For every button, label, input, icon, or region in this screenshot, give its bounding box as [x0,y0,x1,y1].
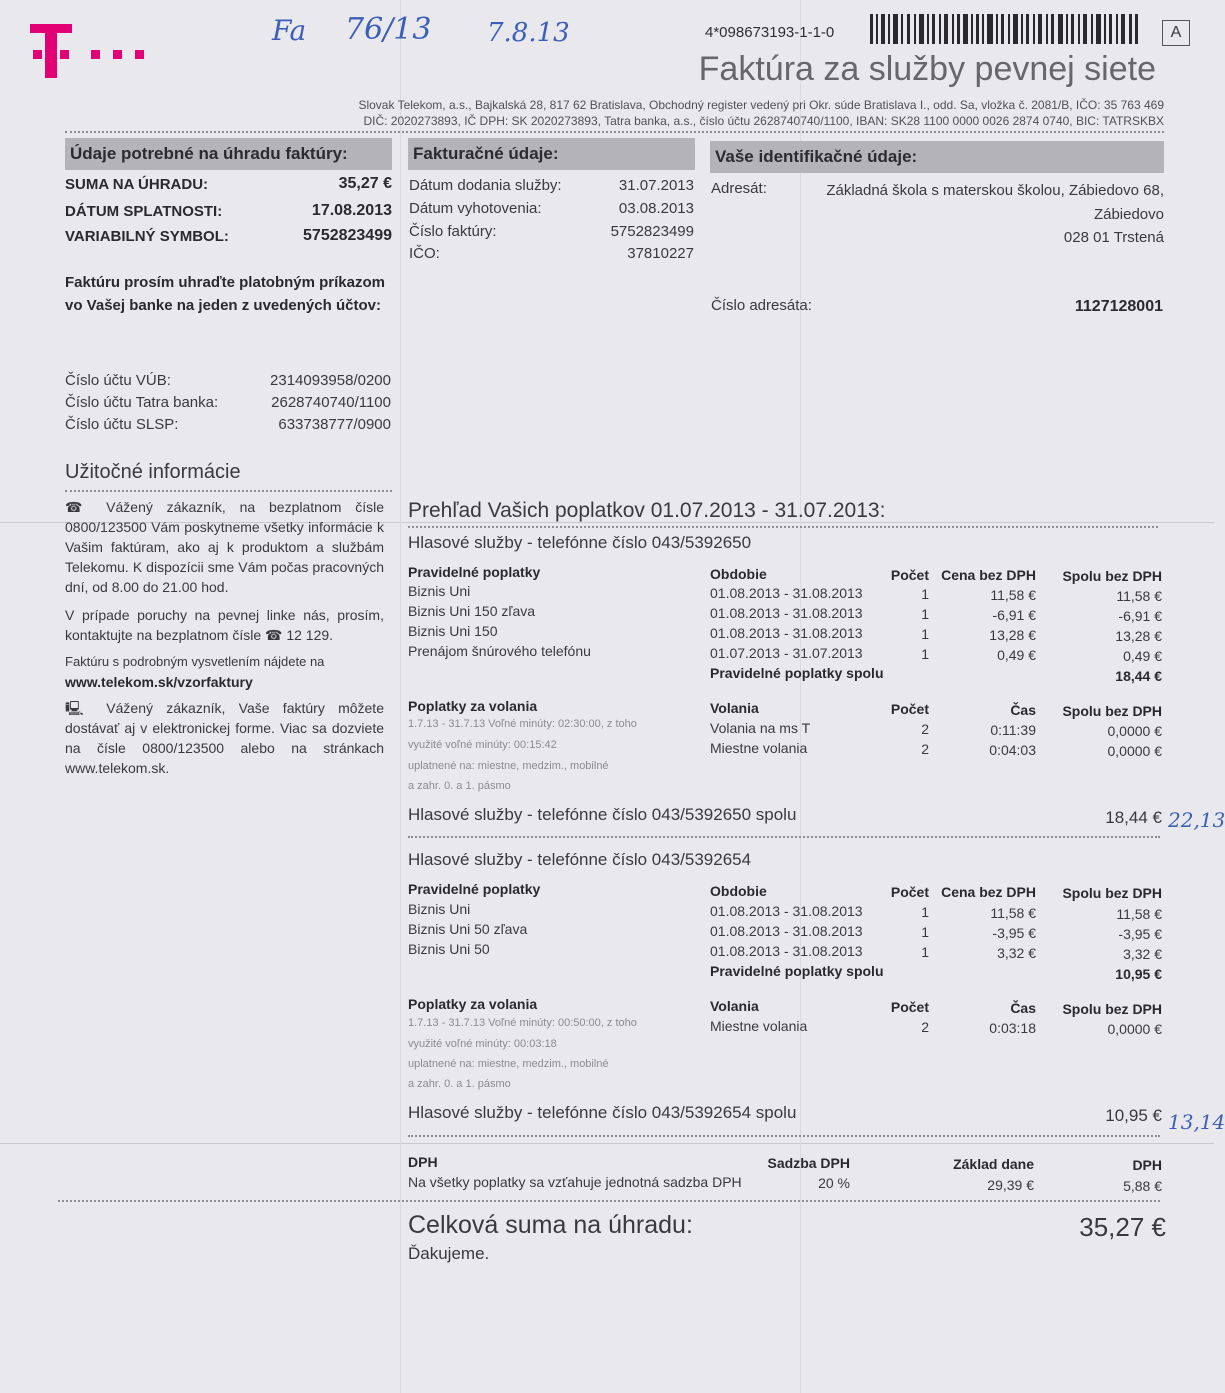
fee-period: 01.08.2013 - 31.08.2013 [710,625,863,641]
variable-symbol-value: 5752823499 [303,227,392,244]
vat-base: 29,39 € [987,1177,1034,1193]
col-header: Spolu bez DPH [1062,568,1162,584]
handwritten-note: Fa [272,14,307,47]
due-date-label: DÁTUM SPLATNOSTI: [65,203,223,220]
line-total-label: Hlasové služby - telefónne číslo 043/5392650 spolu [408,805,797,824]
call-time: 0:11:39 [990,722,1036,738]
fee-count: 1 [921,606,929,622]
phone-line-title: Hlasové služby - telefónne číslo 043/5392654 [408,850,752,869]
due-date-value: 17.08.2013 [311,202,392,219]
addressee-line: Zábiedovo [1093,206,1164,223]
fee-name: Biznis Uni [408,901,471,917]
col-header: Cena bez DPH [941,884,1036,900]
fee-total: 0,49 € [1123,648,1162,664]
col-header: Spolu bez DPH [1062,1001,1162,1017]
thanks-text: Ďakujeme. [408,1244,490,1263]
billing-label: Dátum dodania služby: [409,177,562,194]
free-minutes-note: a zahr. 0. a 1. pásmo [408,1078,511,1090]
fee-count: 1 [921,586,929,602]
vat-amount: 5,88 € [1123,1178,1162,1194]
call-type: Miestne volania [710,740,808,756]
vat-base-header: Základ dane [953,1156,1034,1172]
regular-total-label: Pravidelné poplatky spolu [710,665,884,681]
variable-symbol-label: VARIABILNÝ SYMBOL: [65,228,229,245]
identity-section-heading: Vaše identifikačné údaje: [710,141,1164,173]
fee-period: 01.08.2013 - 31.08.2013 [710,585,863,601]
sum-value: 35,27 € [338,175,392,192]
fee-period: 01.07.2013 - 31.07.2013 [710,645,863,661]
col-header: Počet [890,701,929,717]
calls-heading: Poplatky za volania [408,698,538,714]
separator [408,836,1160,838]
fee-total: 13,28 € [1115,628,1162,644]
billing-label: IČO: [409,245,440,262]
free-minutes-note: a zahr. 0. a 1. pásmo [408,780,511,792]
fee-price: -6,91 € [992,607,1036,623]
fee-price: 3,32 € [997,945,1036,961]
company-info-line: Slovak Telekom, a.s., Bajkalská 28, 817 62 Bratislava, Obchodný register vedený pri Okr. súde Bratislava I., odd. Sa, vložka č. 2081/B, IČO: 35 763 469 [358,98,1164,112]
call-total: 0,0000 € [1107,1021,1162,1037]
regular-total-label: Pravidelné poplatky spolu [710,963,884,979]
fee-name: Biznis Uni 50 zľava [408,921,528,937]
fee-total: -6,91 € [1118,608,1162,624]
free-minutes-note: uplatnené na: miestne, medzim., mobilné [408,760,609,772]
sum-label: SUMA NA ÚHRADU: [65,176,209,193]
info-paragraph: 🖳 Vážený zákazník, Vaše faktúry môžete dostávať aj v elektronickej forme. Viac sa dozviete na čísle 0800/123500 alebo na stránkach www.telekom.sk. [65,700,384,776]
company-info-line: DIČ: 2020273893, IČ DPH: SK 2020273893, Tatra banka, a.s., číslo účtu 2628740740/1100, IBAN: SK28 1100 0000 0026 2874 0740, BIC: TATRSKBX [363,114,1164,128]
fee-count: 1 [921,626,929,642]
addressee-line: Základná škola s materskou školou, Zábiedovo 68, [826,182,1164,199]
fee-price: -3,95 € [992,925,1036,941]
call-count: 2 [921,1019,929,1035]
billing-value: 03.08.2013 [618,200,694,217]
free-minutes-note: 1.7.13 - 31.7.13 Voľné minúty: 02:30:00, z toho [408,718,637,730]
barcode [870,14,1140,44]
fee-count: 1 [921,646,929,662]
call-time: 0:04:03 [989,742,1036,758]
account-number: 2314093958/0200 [270,372,391,389]
separator [408,526,1158,528]
billing-label: Dátum vyhotovenia: [409,200,542,217]
fee-name: Biznis Uni 150 zľava [408,603,536,619]
col-header: Čas [1010,702,1036,718]
col-header: Cena bez DPH [941,567,1036,583]
fee-period: 01.08.2013 - 31.08.2013 [710,943,863,959]
grand-total-label: Celková suma na úhradu: [408,1211,693,1239]
line-total-value: 18,44 € [1105,808,1162,827]
account-number: 633738777/0900 [278,416,391,433]
col-header: Spolu bez DPH [1062,885,1162,901]
fee-price: 11,58 € [990,587,1036,603]
fee-price: 11,58 € [990,905,1036,921]
telekom-logo [30,24,145,84]
fee-period: 01.08.2013 - 31.08.2013 [710,923,863,939]
addressee-number-value: 1127128001 [1074,298,1163,315]
fee-total: 11,58 € [1116,588,1162,604]
separator [58,1200,1160,1202]
call-type: Volania na ms T [710,720,811,736]
vat-amount-header: DPH [1132,1157,1162,1173]
col-header: Počet [890,567,929,583]
grand-total-value: 35,27 € [1079,1212,1166,1242]
addressee-number-label: Číslo adresáta: [711,297,812,314]
fee-period: 01.08.2013 - 31.08.2013 [710,605,863,621]
free-minutes-note: využité voľné minúty: 00:03:18 [408,1038,557,1050]
billing-value: 31.07.2013 [618,177,694,194]
vat-rate: 20 % [818,1175,850,1191]
col-header: Počet [890,884,929,900]
free-minutes-note: uplatnené na: miestne, medzim., mobilné [408,1058,609,1070]
free-minutes-note: využité voľné minúty: 00:15:42 [408,739,557,751]
fee-name: Prenájom šnúrového telefónu [408,643,591,659]
call-time: 0:03:18 [989,1020,1036,1036]
col-header: Pravidelné poplatky [408,881,541,897]
separator [65,131,1164,133]
call-total: 0,0000 € [1107,723,1162,739]
call-count: 2 [921,721,929,737]
account-number: 2628740740/1100 [271,394,391,411]
col-header: Spolu bez DPH [1062,703,1162,719]
handwritten-date: 7.8.13 [487,18,570,48]
account-label: Číslo účtu SLSP: [65,416,179,433]
payment-instruction: Faktúru prosím uhraďte platobným príkazom [65,274,385,291]
col-header: Obdobie [710,883,767,899]
col-header: Pravidelné poplatky [408,564,541,580]
vat-note: Na všetky poplatky sa vzťahuje jednotná sadzba DPH [408,1174,742,1190]
paper-fold [400,0,401,1393]
fee-total: 3,32 € [1123,946,1162,962]
vzorfaktury-link[interactable]: www.telekom.sk/vzorfaktury [65,674,253,690]
paper-fold [0,1143,1214,1144]
billing-value: 5752823499 [610,223,694,240]
fee-price: 0,49 € [997,647,1036,663]
free-minutes-note: 1.7.13 - 31.7.13 Voľné minúty: 00:50:00, z toho [408,1017,637,1029]
info-paragraph: Faktúru s podrobným vysvetlením nájdete na [65,654,325,669]
billing-section-heading: Fakturačné údaje: [408,138,695,170]
call-type: Miestne volania [710,1018,808,1034]
line-total-value: 10,95 € [1105,1106,1162,1125]
line-total-label: Hlasové služby - telefónne číslo 043/5392654 spolu [408,1103,797,1122]
col-header: Počet [890,999,929,1015]
separator [65,490,392,492]
regular-total-value: 10,95 € [1115,966,1162,982]
regular-total-value: 18,44 € [1115,668,1162,684]
handwritten-note: 13,14 [1168,1110,1225,1134]
account-label: Číslo účtu VÚB: [65,372,171,389]
handwritten-note: 76/13 [345,12,432,47]
separator [408,1135,1160,1137]
fee-name: Biznis Uni 150 [408,623,498,639]
fee-price: 13,28 € [989,627,1036,643]
fee-name: Biznis Uni 50 [408,941,490,957]
col-header: Obdobie [710,566,767,582]
call-count: 2 [921,741,929,757]
col-header: Čas [1010,1000,1036,1016]
addressee-line: 028 01 Trstená [1063,229,1164,246]
copy-letter-box: A [1162,20,1190,46]
fee-total: 11,58 € [1116,906,1162,922]
col-header: Volania [710,700,759,716]
info-paragraph: V prípade poruchy na pevnej linke nás, prosím, kontaktujte na bezplatnom čísle ☎ 12 129. [65,607,384,643]
fee-name: Biznis Uni [408,583,471,599]
phone-line-title: Hlasové služby - telefónne číslo 043/5392650 [408,533,752,552]
call-total: 0,0000 € [1107,743,1162,759]
fee-total: -3,95 € [1118,926,1162,942]
fee-count: 1 [921,944,929,960]
addressee-label: Adresát: [711,180,767,197]
col-header: Volania [710,998,759,1014]
document-number: 4*098673193-1-1-0 [705,24,835,41]
billing-value: 37810227 [627,245,694,262]
payment-section-heading: Údaje potrebné na úhradu faktúry: [65,138,392,170]
document-title: Faktúra za služby pevnej siete [698,50,1156,88]
fee-count: 1 [921,924,929,940]
vat-heading: DPH [408,1154,438,1170]
handwritten-note: 22,13 [1168,808,1225,832]
vat-rate-header: Sadzba DPH [767,1155,850,1171]
payment-instruction: vo Vašej banke na jeden z uvedených účtov: [65,297,381,314]
overview-heading: Prehľad Vašich poplatkov 01.07.2013 - 31.07.2013: [408,499,886,522]
fee-period: 01.08.2013 - 31.08.2013 [710,903,863,919]
info-heading: Užitočné informácie [65,461,241,483]
account-label: Číslo účtu Tatra banka: [65,394,219,411]
calls-heading: Poplatky za volania [408,996,538,1012]
fee-count: 1 [921,904,929,920]
billing-label: Číslo faktúry: [409,223,497,240]
info-paragraph: ☎ Vážený zákazník, na bezplatnom čísle 0800/123500 Vám poskytneme všetky informácie k Vašim faktúram, ako aj k produktom a službám Telekomu. K dispozícii sme Vám počas pracovných dní, od 8.00 do 21.00 hod. [65,499,384,595]
